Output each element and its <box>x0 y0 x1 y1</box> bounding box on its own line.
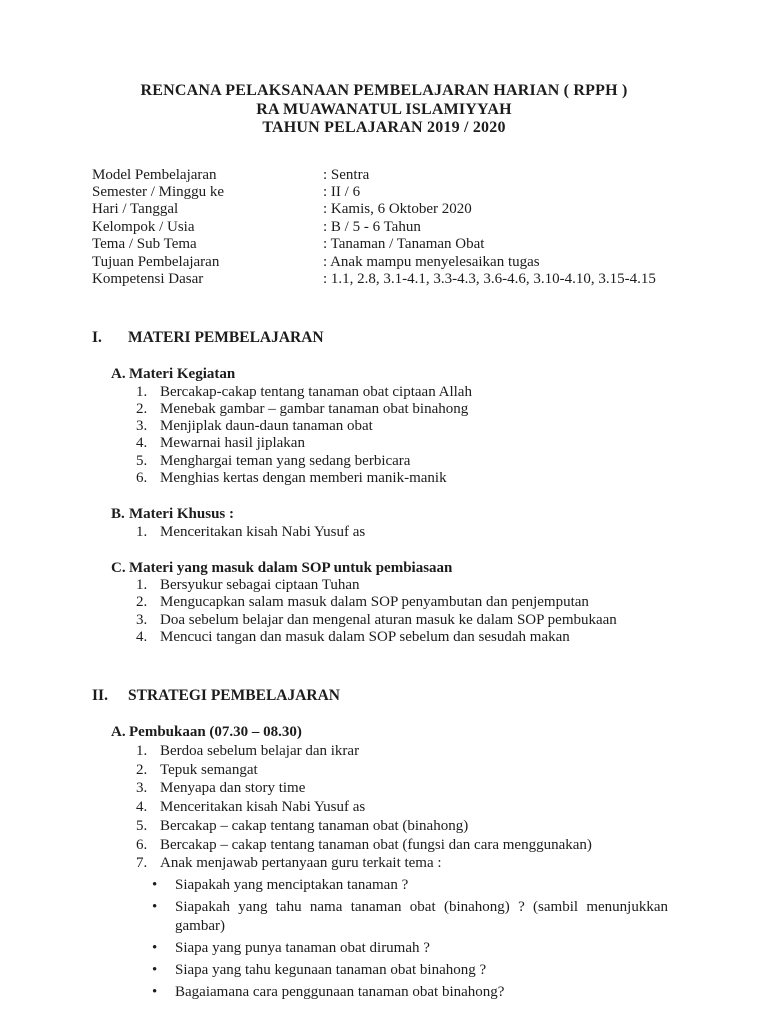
metadata-label: Hari / Tanggal <box>92 201 179 218</box>
list-item-number: 2. <box>136 594 148 611</box>
list-item-number: 4. <box>136 628 148 645</box>
list-item <box>136 418 668 435</box>
list-item-text: Anak menjawab pertanyaan guru terkait tema : <box>160 855 442 872</box>
list-item-text: Menceritakan kisah Nabi Yusuf as <box>160 523 366 540</box>
list-item <box>136 470 668 487</box>
list-item <box>136 818 668 835</box>
metadata-value: : Tanaman / Tanaman Obat <box>323 236 485 253</box>
metadata-label: Model Pembelajaran <box>92 166 217 183</box>
bullet-text: Siapakah yang menciptakan tanaman ? <box>175 876 409 893</box>
metadata-row <box>92 184 656 201</box>
subsection-heading <box>111 560 668 578</box>
document-section <box>92 687 668 1001</box>
list-item-number: 3. <box>136 780 148 797</box>
list-item-text: Berdoa sebelum belajar dan ikrar <box>160 743 360 760</box>
title-line-3: TAHUN PELAJARAN 2019 / 2020 <box>262 119 506 136</box>
list-item-number: 1. <box>136 743 148 760</box>
bullet-text: Siapa yang tahu kegunaan tanaman obat binahong ? <box>175 961 487 978</box>
list-item <box>136 524 668 541</box>
list-item <box>136 743 668 760</box>
metadata-value: : II / 6 <box>323 183 361 200</box>
subsection-letter: A. <box>111 724 126 741</box>
list-item <box>136 762 668 779</box>
list-item-number: 6. <box>136 469 148 486</box>
metadata-row <box>92 254 656 271</box>
subsection-title: Materi Kegiatan <box>129 366 236 383</box>
metadata-row <box>92 219 656 236</box>
metadata-value: : Sentra <box>323 166 370 183</box>
metadata-label: Tujuan Pembelajaran <box>92 253 220 270</box>
subsection <box>92 366 668 487</box>
list-item-text: Bersyukur sebagai ciptaan Tuhan <box>160 577 360 594</box>
list-item-text: Menebak gambar – gambar tanaman obat binahong <box>160 401 469 418</box>
document-body <box>92 329 668 1001</box>
section-heading <box>92 329 668 347</box>
bullet-item <box>152 961 668 980</box>
metadata-label: Kelompok / Usia <box>92 218 195 235</box>
subsection-heading <box>111 366 668 384</box>
subsection-title: Materi Khusus : <box>129 506 234 523</box>
section-number: I. <box>92 329 102 347</box>
list-item-text: Bercakap – cakap tentang tanaman obat (binahong) <box>160 817 469 834</box>
subsection-letter: C. <box>111 559 126 576</box>
bullet-text: Siapa yang punya tanaman obat dirumah ? <box>175 939 430 956</box>
list-item-text: Mencuci tangan dan masuk dalam SOP sebelum dan sesudah makan <box>160 628 570 645</box>
list-item <box>136 837 668 854</box>
section-heading <box>92 687 668 705</box>
list-item-text: Mewarnai hasil jiplakan <box>160 435 305 452</box>
bullet-text: Siapakah yang tahu nama tanaman obat (binahong) ? (sambil menunjukkan gambar) <box>175 898 668 934</box>
bullet-icon: • <box>152 876 158 893</box>
list-item <box>136 612 668 629</box>
list-item-number: 3. <box>136 611 148 628</box>
list-item-number: 3. <box>136 418 148 435</box>
metadata-row <box>92 167 656 184</box>
list-item-number: 7. <box>136 855 148 872</box>
metadata-table <box>92 167 656 289</box>
list-item <box>136 799 668 816</box>
list-item-number: 1. <box>136 577 148 594</box>
list-item-text: Menghias kertas dengan memberi manik-manik <box>160 469 447 486</box>
list-item-number: 2. <box>136 761 148 778</box>
list-item-number: 4. <box>136 435 148 452</box>
list-item-number: 4. <box>136 799 148 816</box>
metadata-label: Semester / Minggu ke <box>92 183 225 200</box>
list-item-text: Menyapa dan story time <box>160 780 306 797</box>
subsection-letter: A. <box>111 366 126 383</box>
list-item-number: 1. <box>136 383 148 400</box>
document-section <box>92 329 668 646</box>
list-item <box>136 435 668 452</box>
list-item-text: Mengucapkan salam masuk dalam SOP penyambutan dan penjemputan <box>160 594 589 611</box>
list-item-number: 1. <box>136 523 148 540</box>
list-item <box>136 594 668 611</box>
subsection-heading <box>111 506 668 524</box>
subsection <box>92 506 668 541</box>
list-item-text: Menghargai teman yang sedang berbicara <box>160 452 411 469</box>
list-item-text: Doa sebelum belajar dan mengenal aturan masuk ke dalam SOP pembukaan <box>160 611 617 628</box>
bullet-icon: • <box>152 898 158 915</box>
title-line-1: RENCANA PELAKSANAAN PEMBELAJARAN HARIAN ( RPPH ) <box>140 82 628 99</box>
section-title: STRATEGI PEMBELAJARAN <box>128 687 341 705</box>
list-item-text: Bercakap-cakap tentang tanaman obat ciptaan Allah <box>160 383 472 400</box>
metadata-label: Kompetensi Dasar <box>92 270 204 287</box>
list-item-number: 2. <box>136 401 148 418</box>
metadata-value: : B / 5 - 6 Tahun <box>323 218 421 235</box>
list-item <box>136 855 668 872</box>
list-item-number: 6. <box>136 836 148 853</box>
bullet-item <box>152 939 668 958</box>
metadata-row <box>92 201 656 218</box>
list-item <box>136 577 668 594</box>
subsection-title: Materi yang masuk dalam SOP untuk pembiasaan <box>129 559 453 576</box>
list-item-number: 5. <box>136 817 148 834</box>
list-item-text: Menjiplak daun-daun tanaman obat <box>160 418 373 435</box>
bullet-item <box>152 983 668 1002</box>
bullet-icon: • <box>152 961 158 978</box>
metadata-label: Tema / Sub Tema <box>92 236 197 253</box>
subsection-heading <box>111 724 668 742</box>
list-item-text: Tepuk semangat <box>160 761 258 778</box>
document-title <box>0 0 768 138</box>
metadata-row <box>92 236 656 253</box>
metadata-value: : 1.1, 2.8, 3.1-4.1, 3.3-4.3, 3.6-4.6, 3.10-4.10, 3.15-4.15 <box>323 270 656 287</box>
list-item <box>136 453 668 470</box>
title-line-2: RA MUAWANATUL ISLAMIYYAH <box>256 100 512 118</box>
section-number: II. <box>92 687 108 705</box>
metadata-value: : Anak mampu menyelesaikan tugas <box>323 253 540 270</box>
bullet-text: Bagaiamana cara penggunaan tanaman obat binahong? <box>175 983 505 1000</box>
list-item-text: Menceritakan kisah Nabi Yusuf as <box>160 799 366 816</box>
list-item <box>136 401 668 418</box>
list-item <box>136 629 668 646</box>
metadata-row <box>92 271 656 288</box>
subsection <box>92 560 668 646</box>
metadata-value: : Kamis, 6 Oktober 2020 <box>323 201 472 218</box>
subsection <box>92 724 668 1001</box>
section-title: MATERI PEMBELAJARAN <box>128 329 324 347</box>
bullet-icon: • <box>152 983 158 1000</box>
subsection-title: Pembukaan (07.30 – 08.30) <box>129 724 302 741</box>
list-item <box>136 384 668 401</box>
bullet-item <box>152 876 668 895</box>
list-item-number: 5. <box>136 452 148 469</box>
bullet-icon: • <box>152 939 158 956</box>
list-item <box>136 780 668 797</box>
subsection-letter: B. <box>111 506 125 523</box>
list-item-text: Bercakap – cakap tentang tanaman obat (fungsi dan cara menggunakan) <box>160 836 592 853</box>
bullet-item <box>152 898 668 936</box>
